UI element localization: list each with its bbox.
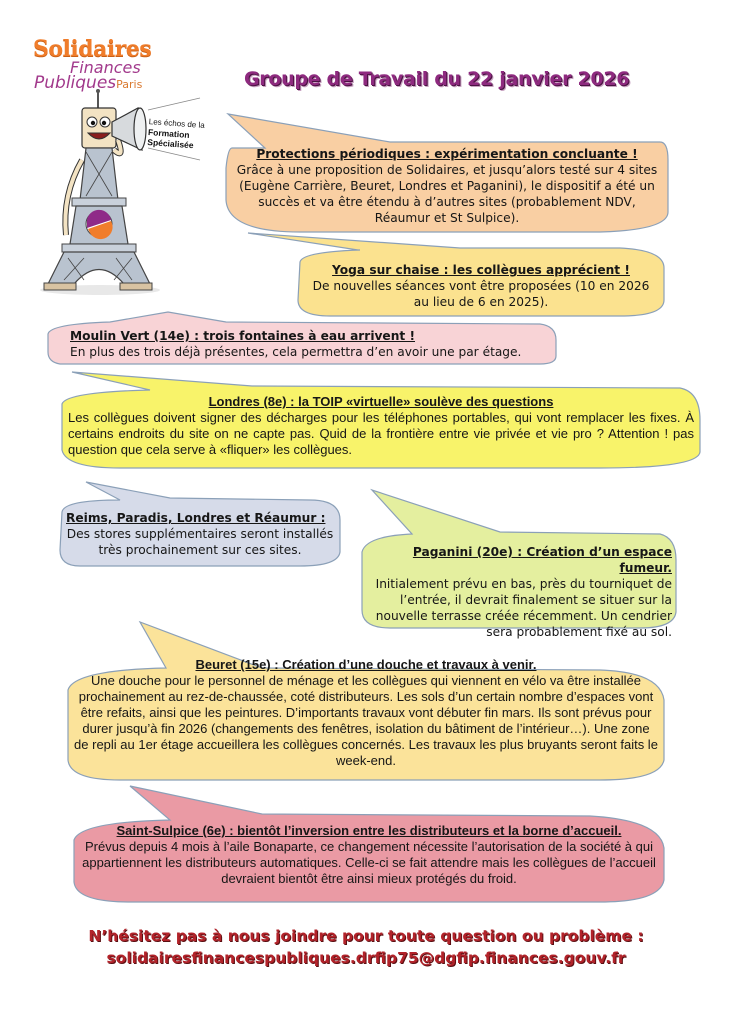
- mascot-caption: [147, 117, 205, 151]
- logo-finances: Finances: [70, 58, 141, 77]
- bubble-moulin-vert: [70, 328, 550, 360]
- bubble-body: Initialement prévu en bas, près du tourniquet de l’entrée, il devrait finalement se situer sur la nouvelle terrasse créée récemment. Un cendrier sera probablement fixé au sol.: [375, 577, 672, 639]
- bubble-heading: Paganini (20e) : Création d’un espace fumeur.: [412, 545, 672, 575]
- bubble-body: Des stores supplémentaires seront installés très prochainement sur ces sites.: [66, 527, 334, 557]
- bubble-paganini: [364, 544, 672, 640]
- mascot-caption-line-1: Les échos de la: [148, 117, 206, 130]
- bubble-saint-sulpice: [78, 823, 660, 887]
- bubble-reims: [66, 510, 334, 558]
- bubble-heading: Reims, Paradis, Londres et Réaumur :: [66, 511, 326, 525]
- bubble-body: Une douche pour le personnel de ménage et les collègues qui viennent en vélo va être installée prochainement au rez-de-chaussée, coté distributeurs. Les sols d’un certain nombre d’espaces vont être refaits, ainsi que les peintures. D’importants travaux vont débuter fin mars. Ils sont prévus pour durer jusqu’à fin 2026 (changements des fenêtres, isolation du bâtiment de l’intérieur…). Une zone de repli au 1er étage accueillera les collègues concernés. Les travaux les plus bruyants seront faits le week-end.: [74, 673, 658, 768]
- bubble-heading: Yoga sur chaise : les collègues apprécient !: [332, 263, 630, 277]
- bubble-protections: [232, 146, 662, 226]
- footer-contact: [0, 925, 732, 969]
- bubble-body: En plus des trois déjà présentes, cela permettra d’en avoir une par étage.: [70, 345, 522, 359]
- bubble-heading: Beuret (15e) : Création d’une douche et travaux à venir.: [195, 657, 537, 672]
- bubble-body: Les collègues doivent signer des décharges pour les téléphones portables, qui vont remplacer les fixes. À certains endroits du site on ne capte pas. Quid de la frontière entre vie privée et vie pro ? Attention ! pas question que cela serve à «fliquer» les collègues.: [68, 410, 694, 457]
- bubble-body: Grâce à une proposition de Solidaires, et jusqu’alors testé sur 4 sites (Eugène Carrière, Beuret, Londres et Paganini), le dispositif a été un succès et va être étendu à d’autres sites (probablement NDV, Réaumur et St Sulpice).: [236, 163, 658, 225]
- page-title: Groupe de Travail du 22 janvier 2026: [244, 68, 630, 90]
- bubble-londres: [68, 394, 694, 458]
- bubble-yoga: [306, 262, 656, 310]
- logo-publiques: [34, 73, 142, 93]
- logo-paris-text: Paris: [116, 78, 143, 91]
- footer-message: N’hésitez pas à nous joindre pour toute question ou problème :: [88, 927, 644, 945]
- bubble-body: De nouvelles séances vont être proposées (10 en 2026 au lieu de 6 en 2025).: [312, 279, 650, 309]
- bubble-body: Prévus depuis 4 mois à l’aile Bonaparte, ce changement nécessite l’autorisation de la société à qui appartiennent les distributeurs automatiques. Celle-ci se fait attendre mais les collègues de l’accueil devraient bientôt être ainsi mieux protégés du froid.: [82, 839, 656, 886]
- logo-solidaires: Solidaires: [33, 36, 152, 62]
- bubble-heading: Moulin Vert (14e) : trois fontaines à eau arrivent !: [70, 329, 416, 343]
- mascot-caption-line-3: Spécialisée: [147, 137, 194, 151]
- footer-email-link[interactable]: solidairesfinancespubliques.drfip75@dgfip.finances.gouv.fr: [106, 949, 626, 967]
- bubble-heading: Protections périodiques : expérimentation concluante !: [256, 147, 638, 161]
- mascot-caption-line-2: Formation: [147, 127, 190, 140]
- logo-publiques-text: Publiques: [34, 73, 117, 93]
- bubble-heading: Saint-Sulpice (6e) : bientôt l’inversion entre les distributeurs et la borne d’accueil.: [116, 823, 622, 838]
- bubble-heading: Londres (8e) : la TOIP «virtuelle» soulève des questions: [208, 394, 554, 409]
- bubble-beuret: [74, 657, 658, 769]
